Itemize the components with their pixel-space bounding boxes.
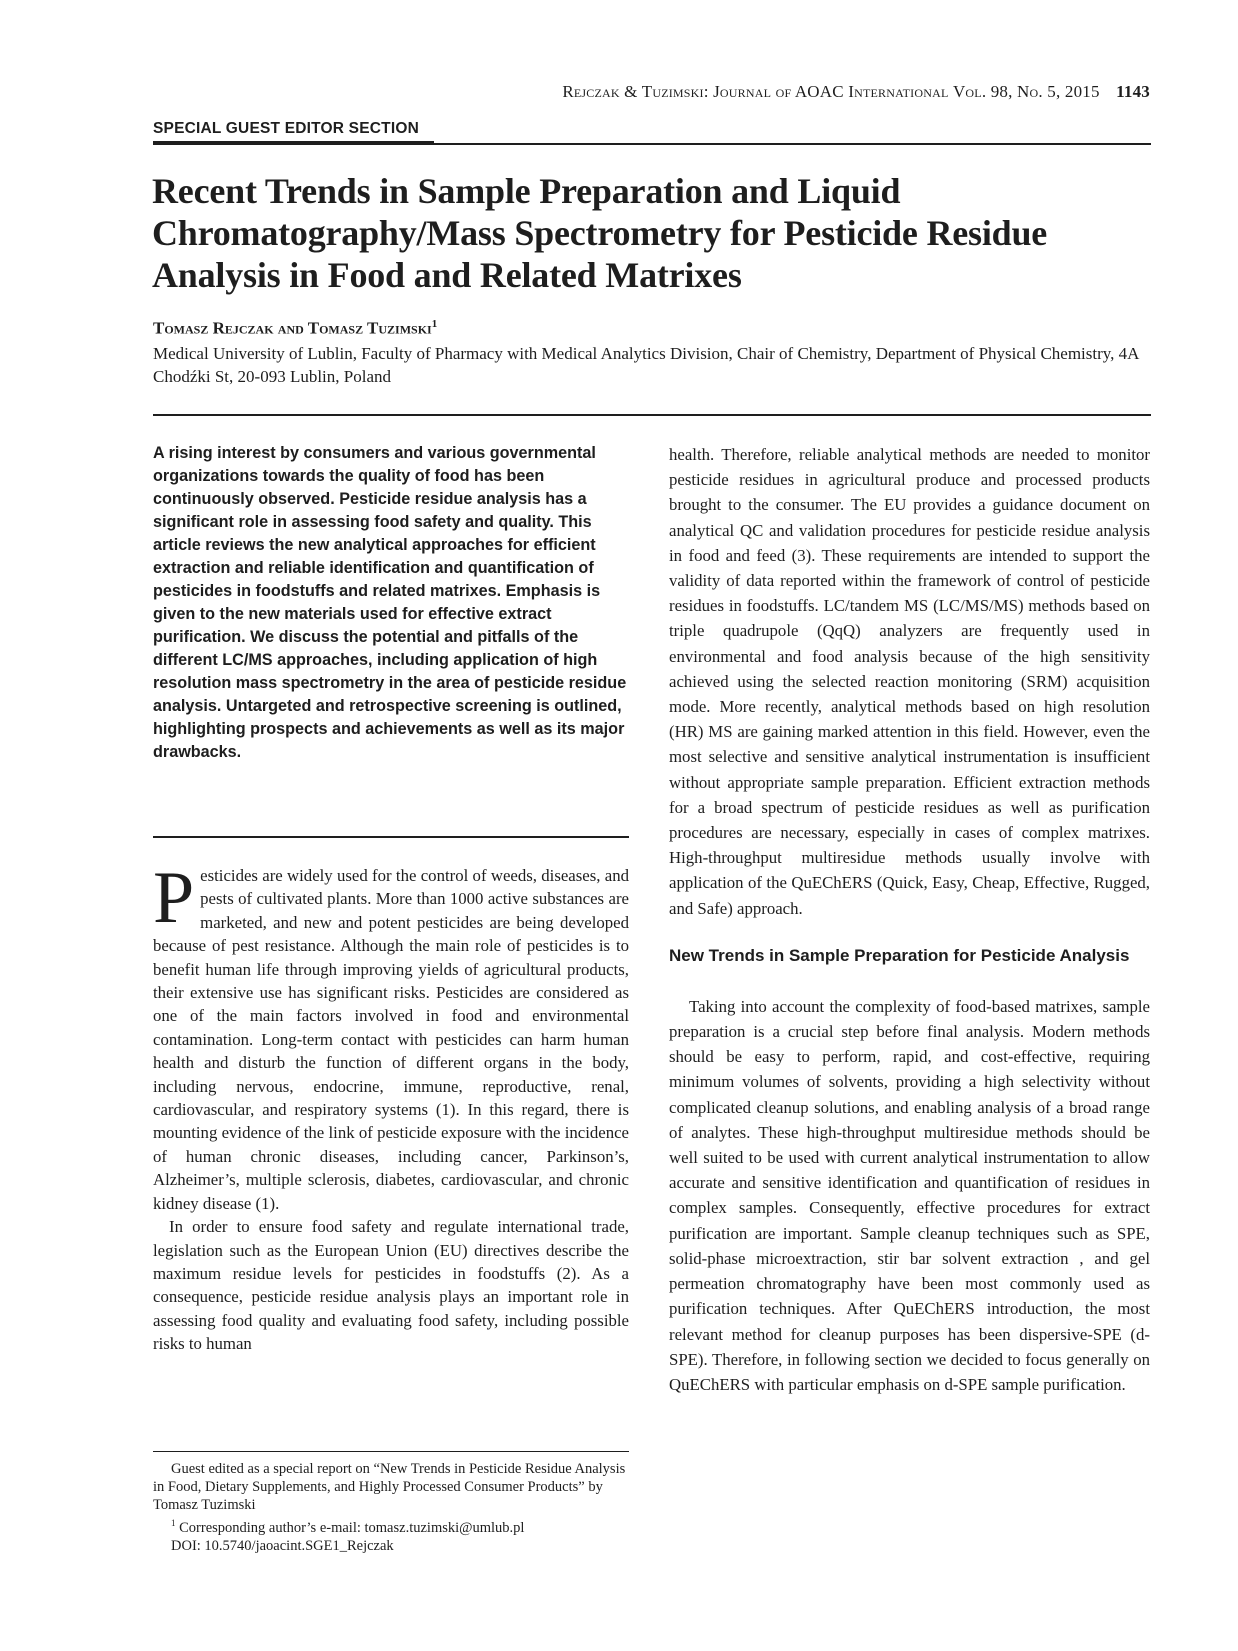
title-rule	[153, 414, 1151, 416]
running-head-volume: Vol. 98, No. 5, 2015	[952, 82, 1100, 101]
footnotes	[153, 1460, 635, 1555]
footnote-mark: 1	[171, 1518, 176, 1528]
footnote-doi: DOI: 10.5740/jaoacint.SGE1_Rejczak	[171, 1537, 394, 1554]
drop-cap: P	[153, 857, 195, 939]
author-names: Tomasz Rejczak and Tomasz Tuzimski	[153, 318, 432, 338]
footnote-rule	[153, 1451, 629, 1452]
abstract-rule	[153, 836, 629, 838]
article-authors	[153, 318, 437, 339]
article-title: Recent Trends in Sample Preparation and Liquid Chromatography/Mass Spectrometry for Pesticide Residue Analysis in Food and Related Matrixes	[152, 171, 1048, 295]
footnote-corresponding-text: Corresponding author’s e-mail: tomasz.tuzimski@umlub.pl	[179, 1519, 525, 1536]
page-number: 1143	[1116, 82, 1150, 101]
author-superscript: 1	[431, 318, 438, 330]
body-left-column	[153, 857, 629, 1356]
body-right-column	[669, 442, 1150, 1397]
intro-paragraph-1	[153, 857, 629, 1215]
footnote-guest-edited: Guest edited as a special report on “New Trends in Pesticide Residue Analysis in Food, Dietary Supplements, and Highly Processed Consumer Products” by Tomasz Tuzimski	[153, 1461, 626, 1513]
section-label: SPECIAL GUEST EDITOR SECTION	[153, 120, 419, 137]
right-paragraph-1: health. Therefore, reliable analytical methods are needed to monitor pesticide residues in agricultural produce and processed products brought to the consumer. The EU provides a guidance document on analytical QC and validation procedures for pesticide residue analysis in food and feed (3). These requirements are intended to support the validity of data reported within the framework of control of pesticide residues in foodstuffs. LC/tandem MS (LC/MS/MS) methods based on triple quadrupole (QqQ) analyzers are frequently used in environmental and food analysis because of the high sensitivity achieved using the selected reaction monitoring (SRM) acquisition mode. More recently, analytical methods based on high resolution (HR) MS are gaining marked attention in this field. However, even the most selective and sensitive analytical instrumentation is insufficient without appropriate sample preparation. Efficient extraction methods for a broad spectrum of pesticide residues as well as purification procedures are necessary, especially in cases of complex matrixes. High-throughput multiresidue methods usually involve with application of the QuEChERS (Quick, Easy, Cheap, Effective, Rugged, and Safe) approach.	[669, 445, 1150, 918]
abstract: A rising interest by consumers and various governmental organizations towards the quality of food has been continuously observed. Pesticide residue analysis has a significant role in assessing food safety and quality. This article reviews the new analytical approaches for efficient extraction and reliable identification and quantification of pesticides in foodstuffs and related matrixes. Emphasis is given to the new materials used for effective extract purification. We discuss the potential and pitfalls of the different LC/MS approaches, including application of high resolution mass spectrometry in the area of pesticide residue analysis. Untargeted and retrospective screening is outlined, highlighting prospects and achievements as well as its major drawbacks.	[153, 444, 627, 761]
intro-paragraph-1-text: esticides are widely used for the control of weeds, diseases, and pests of cultivated plants. More than 1000 active substances are marketed, and new and potent pesticides are being developed because of pest resistance. Although the main role of pesticides is to benefit human life through improving yields of agricultural products, their extensive use has significant risks. Pesticides are considered as one of the main factors involved in food and environmental contamination. Long-term contact with pesticides can harm human health and disturb the function of different organs in the body, including nervous, endocrine, immune, reproductive, renal, cardiovascular, and respiratory systems (1). In this regard, there is mounting evidence of the link of pesticide exposure with the incidence of human chronic diseases, including cancer, Parkinson’s, Alzheimer’s, multiple sclerosis, diabetes, cardiovascular, and chronic kidney disease (1).	[153, 866, 629, 1213]
affiliation: Medical University of Lublin, Faculty of Pharmacy with Medical Analytics Division, Chair of Chemistry, Department of Physical Chemistry, 4A Chodźki St, 20-093 Lublin, Poland	[153, 344, 1139, 386]
running-head	[420, 82, 1150, 102]
running-head-authors: Rejczak & Tuzimski:	[562, 82, 709, 101]
intro-paragraph-2: In order to ensure food safety and regulate international trade, legislation such as the European Union (EU) directives describe the maximum residue levels for pesticides in foodstuffs (2). As a consequence, pesticide residue analysis plays an important role in assessing food quality and evaluating food safety, including possible risks to human	[153, 1217, 629, 1354]
right-paragraph-2: Taking into account the complexity of food-based matrixes, sample preparation is a crucial step before final analysis. Modern methods should be easy to perform, rapid, and cost-effective, requiring minimum volumes of solvents, providing a high selectivity without complicated cleanup solutions, and enabling analysis of a broad range of analytes. These high-throughput multiresidue methods should be well suited to be used with current analytical instrumentation to allow accurate and sensitive identification and quantification of residues in complex samples. Consequently, effective procedures for extract purification are important. Sample cleanup techniques such as SPE, solid-phase microextraction, stir bar solvent extraction , and gel permeation chromatography have been most commonly used as purification techniques. After QuEChERS introduction, the most relevant method for cleanup purposes has been dispersive-SPE (d-SPE). Therefore, in following section we decided to focus generally on QuEChERS with particular emphasis on d-SPE sample purification.	[669, 996, 1150, 1394]
running-head-journal: Journal of AOAC International	[713, 82, 949, 101]
header-rule	[153, 143, 1151, 145]
footnote-corresponding	[153, 1514, 635, 1537]
section-heading: New Trends in Sample Preparation for Pesticide Analysis	[669, 945, 1130, 965]
